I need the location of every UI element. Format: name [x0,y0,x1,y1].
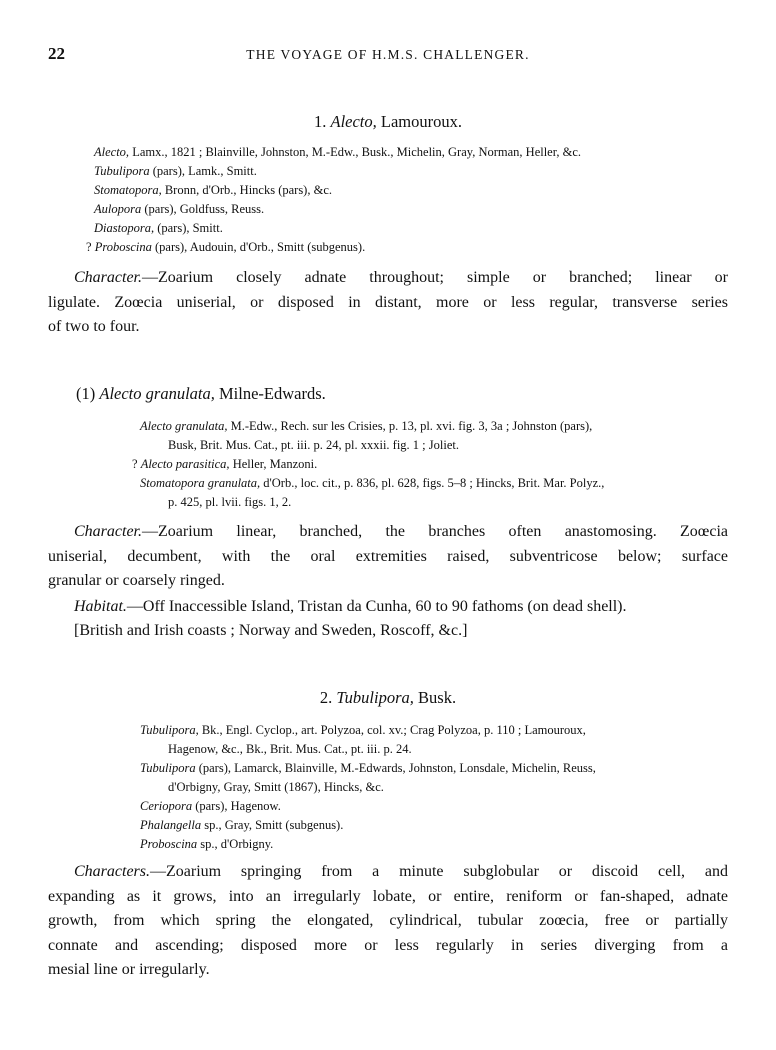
synonym-continuation: Hagenow, &c., Bk., Brit. Mus. Cat., pt. iii. p. 24. [168,742,412,756]
habitat-paragraph [48,595,728,620]
synonym-text: sp., d'Orbigny. [200,837,274,851]
synonym-name: Aulopora [94,202,142,216]
running-title: THE VOYAGE OF H.M.S. CHALLENGER. [246,47,530,62]
heading-species-name: Alecto granulata, [99,384,215,403]
heading-genus-name: Alecto, [330,112,377,131]
synonym-doubt-mark: ? [86,240,95,254]
species-heading-alecto-granulata [76,384,326,404]
synonym-entry [140,797,730,816]
synonym-text: (pars), Audouin, d'Orb., Smitt (subgenus). [154,240,366,254]
synonym-text: (pars), Smitt. [157,221,223,235]
distribution-paragraph [48,619,728,644]
synonymy-list-alecto [86,143,734,257]
synonym-text: Heller, Manzoni. [232,457,318,471]
characters-paragraph-tubulipora [48,860,728,983]
paragraph-line: granular or coarsely ringed. [48,572,225,589]
character-paragraph-alecto-granulata [48,520,728,594]
synonym-entry [132,455,730,474]
habitat-label: Habitat. [74,598,127,615]
genus-heading-alecto [0,112,776,132]
running-head [48,44,728,68]
synonym-text: Lamx., 1821 ; Blainville, Johnston, M.-Edw., Busk., Michelin, Gray, Norman, Heller, &c. [132,145,582,159]
genus-heading-tubulipora [0,688,776,708]
synonym-text: (pars), Lamarck, Blainville, M.-Edwards, Johnston, Lonsdale, Michelin, Reuss, [198,761,596,775]
heading-number: 1. [313,112,327,131]
line-text: —Off Inaccessible Island, Tristan da Cunha, 60 to 90 fathoms (on dead shell). [126,598,627,615]
synonym-text: (pars), Goldfuss, Reuss. [144,202,265,216]
synonym-text: (pars), Lamk., Smitt. [152,164,257,178]
synonym-text: (pars), Hagenow. [195,799,281,813]
synonym-entry [94,219,734,238]
paragraph-line: connate and ascending; disposed more or less regularly in series diverging from a [48,936,728,954]
paragraph-line: expanding as it grows, into an irregularly lobate, or entire, reniform or fan-shaped, adnate [48,887,728,905]
paragraph-line: of two to four. [48,318,140,335]
synonym-name: Alecto, [94,145,130,159]
heading-author: Busk. [418,688,457,707]
synonymy-list-tubulipora [140,721,730,854]
paragraph-line [48,520,728,545]
synonym-name: Phalangella [140,818,202,832]
paragraph-line [48,860,728,885]
synonym-entry [140,835,730,854]
characters-label: Characters. [74,863,150,880]
character-label: Character. [74,269,142,286]
paragraph-line [48,595,728,620]
synonym-entry [86,238,734,257]
line-text: —Zoarium closely adnate throughout; simple or branched; linear or [142,269,728,286]
synonym-name: Diastopora, [94,221,155,235]
synonym-doubt-mark: ? [132,457,141,471]
heading-author: Milne-Edwards. [218,384,326,403]
distribution-text: [British and Irish coasts ; Norway and Sweden, Roscoff, &c.] [74,622,468,639]
synonymy-list-alecto-granulata [132,417,730,512]
synonym-entry [140,417,730,436]
synonym-name: Ceriopora [140,799,193,813]
paragraph-line: mesial line or irregularly. [48,961,210,978]
synonym-text: M.-Edw., Rech. sur les Crisies, p. 13, pl. xvi. fig. 3, 3a ; Johnston (pars), [230,419,593,433]
paragraph-line: uniserial, decumbent, with the oral extremities raised, subventricose below; surface [48,547,728,565]
paragraph-line: ligulate. Zoœcia uniserial, or disposed in distant, more or less regular, transverse series [48,293,728,311]
synonym-entry [94,162,734,181]
synonym-text: Bk., Engl. Cyclop., art. Polyzoa, col. xv.; Crag Polyzoa, p. 110 ; Lamouroux, [201,723,586,737]
paragraph-line: growth, from which spring the elongated, cylindrical, tubular zoœcia, free or partially [48,912,728,929]
synonym-continuation: Busk, Brit. Mus. Cat., pt. iii. p. 24, pl. xxxii. fig. 1 ; Joliet. [168,438,459,452]
line-text: —Zoarium springing from a minute subglobular or discoid cell, and [150,863,728,880]
synonym-name: Alecto parasitica, [140,457,230,471]
synonym-entry [94,181,734,200]
synonym-name: Stomatopora granulata, [140,476,261,490]
synonym-entry [94,143,734,162]
synonym-text: sp., Gray, Smitt (subgenus). [204,818,344,832]
heading-genus-name: Tubulipora, [336,688,414,707]
synonym-entry [140,474,730,493]
synonym-name: Proboscina [140,837,198,851]
synonym-name: Alecto granulata, [140,419,228,433]
character-label: Character. [74,523,142,540]
heading-number: 2. [319,688,333,707]
synonym-continuation: p. 425, pl. lvii. figs. 1, 2. [168,495,292,509]
synonym-name: Proboscina [94,240,152,254]
synonym-name: Tubulipora, [140,723,199,737]
synonym-entry [140,816,730,835]
page-number: 22 [48,44,65,63]
heading-author: Lamouroux. [380,112,462,131]
synonym-text: Bronn, d'Orb., Hincks (pars), &c. [164,183,332,197]
synonym-name: Stomatopora, [94,183,162,197]
line-text: —Zoarium linear, branched, the branches often anastomosing. Zoœcia [142,523,728,540]
character-paragraph-alecto [48,266,728,340]
heading-number: (1) [76,384,96,403]
synonym-name: Tubulipora [94,164,150,178]
synonym-entry [140,759,730,778]
paragraph-line [48,266,728,291]
synonym-entry [94,200,734,219]
synonym-continuation: d'Orbigny, Gray, Smitt (1867), Hincks, &c. [168,780,384,794]
synonym-text: d'Orb., loc. cit., p. 836, pl. 628, figs. 5–8 ; Hincks, Brit. Mar. Polyz., [263,476,605,490]
synonym-entry [140,721,730,740]
synonym-name: Tubulipora [140,761,196,775]
